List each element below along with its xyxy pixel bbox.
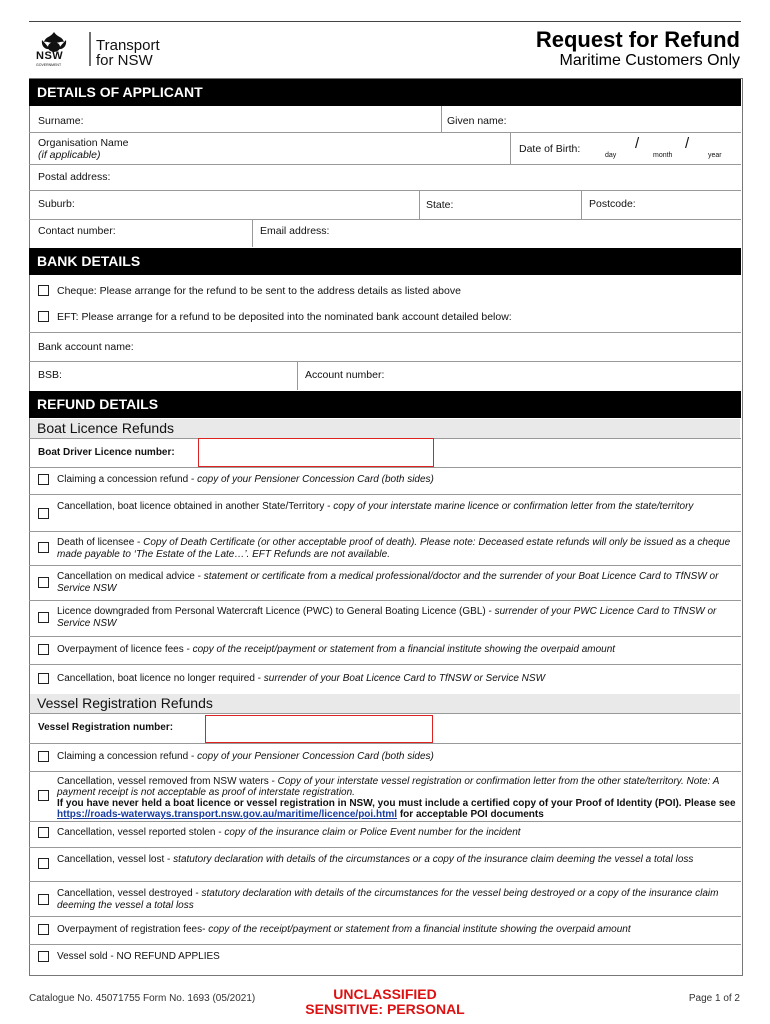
row-divider: [29, 713, 741, 714]
vessel-option-text: Cancellation, vessel lost - statutory declaration with details of the circumstances or a copy of the insurance claim deeming the vessel a total loss: [57, 854, 694, 865]
vessel-option-checkbox[interactable]: [38, 751, 49, 762]
dob-day-hint: day: [605, 152, 617, 159]
eft-checkbox[interactable]: [38, 311, 49, 322]
section-heading-applicant: DETAILS OF APPLICANT: [29, 79, 741, 106]
vessel-option-checkbox[interactable]: [38, 894, 49, 905]
divider: [510, 132, 511, 164]
logo-fornsw-text: for NSW: [96, 52, 153, 69]
logo-transport-text: Transport: [96, 37, 160, 54]
divider: [581, 190, 582, 219]
vessel-option-text: Cancellation, vessel reported stolen - copy of the insurance claim or Police Event number for the incident: [57, 827, 521, 838]
page-title: Request for Refund: [535, 27, 740, 52]
state-label: State:: [426, 199, 454, 211]
boat-option-text: Death of licensee - Copy of Death Certificate (or other acceptable proof of death). Please note: Deceased estate refunds will only be issued as a cheque made payable to ‘The Estate of the Late…’. EFT Refunds are not available.: [57, 537, 731, 560]
vessel-option-checkbox[interactable]: [38, 827, 49, 838]
top-rule: [29, 21, 741, 22]
suburb-label: Suburb:: [38, 198, 75, 210]
given-name-field[interactable]: [515, 106, 737, 132]
vessel-option-text: Claiming a concession refund - copy of your Pensioner Concession Card (both sides): [57, 751, 434, 762]
bank-account-name-field[interactable]: [150, 333, 738, 360]
row-divider: [29, 821, 741, 822]
row-divider: [29, 494, 741, 495]
email-label: Email address:: [260, 225, 330, 237]
contact-number-label: Contact number:: [38, 225, 116, 237]
boat-option-checkbox[interactable]: [38, 612, 49, 623]
gov-wordmark: GOVERNMENT: [36, 63, 62, 67]
if-applicable-label: (if applicable): [38, 149, 101, 161]
boat-licence-subheading: Boat Licence Refunds: [30, 419, 740, 438]
boat-option-text: Licence downgraded from Personal Watercraft Licence (PWC) to General Boating Licence (GBL) - surrender of your PWC Licence Card to TfNSW or Service NSW: [57, 606, 717, 629]
contact-number-field[interactable]: [130, 220, 250, 246]
suburb-field[interactable]: [80, 191, 416, 218]
boat-option-checkbox[interactable]: [38, 644, 49, 655]
given-name-label: Given name:: [447, 115, 507, 127]
boat-option-checkbox[interactable]: [38, 508, 49, 519]
postal-address-field[interactable]: [130, 165, 738, 189]
row-divider: [29, 743, 741, 744]
section-heading-bank: BANK DETAILS: [29, 248, 741, 275]
dob-year-hint: year: [708, 152, 722, 159]
vessel-option-text: Cancellation, vessel destroyed - statutory declaration with details of the circumstances for the vessel being destroyed or a copy of the insurance claim deeming the vessel a total loss: [57, 888, 719, 911]
cheque-checkbox[interactable]: [38, 285, 49, 296]
row-divider: [29, 467, 741, 468]
dob-slash-1: /: [635, 135, 640, 152]
divider: [419, 190, 420, 219]
boat-option-checkbox[interactable]: [38, 673, 49, 684]
vessel-option-checkbox[interactable]: [38, 858, 49, 869]
vessel-registration-number-field[interactable]: [205, 715, 433, 743]
row-divider: [29, 600, 741, 601]
row-divider: [29, 944, 741, 945]
nsw-wordmark: NSW: [36, 50, 64, 62]
poi-link[interactable]: https://roads-waterways.transport.nsw.gov.au/maritime/licence/poi.html: [57, 809, 398, 820]
row-divider: [29, 531, 741, 532]
divider: [441, 106, 442, 132]
boat-option-text: Cancellation, boat licence obtained in another State/Territory - copy of your interstate marine licence or confirmation letter from the state/territory: [57, 501, 694, 512]
vessel-option-text: Overpayment of registration fees- copy of the receipt/payment or statement from a financial institute showing the overpaid amount: [57, 924, 631, 935]
dob-label: Date of Birth:: [519, 143, 581, 155]
vessel-registration-subheading: Vessel Registration Refunds: [30, 694, 740, 713]
row-divider: [29, 636, 741, 637]
section-heading-refund: REFUND DETAILS: [29, 391, 741, 418]
divider: [252, 219, 253, 247]
postcode-label: Postcode:: [589, 198, 636, 210]
surname-field[interactable]: [38, 106, 438, 132]
cheque-label: Cheque: Please arrange for the refund to be sent to the address details as listed above: [57, 285, 461, 297]
bsb-label: BSB:: [38, 369, 62, 381]
surname-label: Surname:: [38, 115, 84, 127]
email-field[interactable]: [340, 220, 738, 246]
catalogue-number: Catalogue No. 45071755 Form No. 1693 (05/2021): [29, 993, 256, 1004]
page-subtitle: Maritime Customers Only: [559, 52, 740, 69]
vessel-option-checkbox[interactable]: [38, 924, 49, 935]
row-divider: [29, 847, 741, 848]
bsb-field[interactable]: [70, 362, 294, 389]
postal-address-label: Postal address:: [38, 171, 111, 183]
vessel-option-checkbox[interactable]: [38, 951, 49, 962]
bank-account-name-label: Bank account name:: [38, 341, 134, 353]
row-divider: [29, 771, 741, 772]
vessel-option-text: Cancellation, vessel removed from NSW waters - Copy of your interstate vessel registration or confirmation letter from the other state/territory. Note: A payment receipt is not acceptable as proof of interstate registration. If you have never held a boat licence or vessel registration in NSW, you must include a certified copy of your Proof of Identity (POI). Please see https://roads-waterways.transport.nsw.gov.au/maritime/licence/poi.html for acceptable POI documents: [57, 776, 736, 820]
dob-month-hint: month: [653, 152, 673, 159]
classification-sensitive: SENSITIVE: PERSONAL: [305, 1001, 465, 1017]
org-name-field[interactable]: [140, 133, 508, 163]
boat-option-text: Overpayment of licence fees - copy of the receipt/payment or statement from a financial institute showing the overpaid amount: [57, 644, 616, 655]
dob-slash-2: /: [685, 135, 690, 152]
boat-option-checkbox[interactable]: [38, 474, 49, 485]
boat-option-text: Claiming a concession refund - copy of your Pensioner Concession Card (both sides): [57, 474, 434, 485]
row-divider: [29, 565, 741, 566]
boat-option-text: Cancellation on medical advice - statement or certificate from a medical professional/doctor and the surrender of your Boat Licence Card to TfNSW or Service NSW: [57, 571, 719, 594]
org-name-label: Organisation Name: [38, 137, 129, 149]
vessel-option-text: Vessel sold - NO REFUND APPLIES: [57, 951, 220, 962]
transport-nsw-logo: [36, 28, 176, 72]
eft-label: EFT: Please arrange for a refund to be deposited into the nominated bank account detailed below:: [57, 311, 512, 323]
page-number: Page 1 of 2: [688, 993, 740, 1004]
boat-licence-number-label: Boat Driver Licence number:: [38, 447, 175, 458]
boat-option-checkbox[interactable]: [38, 577, 49, 588]
boat-option-checkbox[interactable]: [38, 542, 49, 553]
classification-unclassified: UNCLASSIFIED: [333, 986, 437, 1002]
postcode-field[interactable]: [645, 191, 738, 218]
row-divider: [29, 881, 741, 882]
vessel-registration-number-label: Vessel Registration number:: [38, 722, 174, 733]
dob-field[interactable]: [598, 133, 738, 163]
account-number-label: Account number:: [305, 369, 385, 381]
boat-option-text: Cancellation, boat licence no longer required - surrender of your Boat Licence Card to TfNSW or Service NSW: [57, 673, 546, 684]
divider: [297, 361, 298, 390]
boat-licence-number-field[interactable]: [198, 438, 434, 467]
state-field[interactable]: [460, 191, 578, 218]
row-divider: [29, 916, 741, 917]
account-number-field[interactable]: [395, 362, 738, 389]
vessel-option-checkbox[interactable]: [38, 790, 49, 801]
row-divider: [29, 664, 741, 665]
